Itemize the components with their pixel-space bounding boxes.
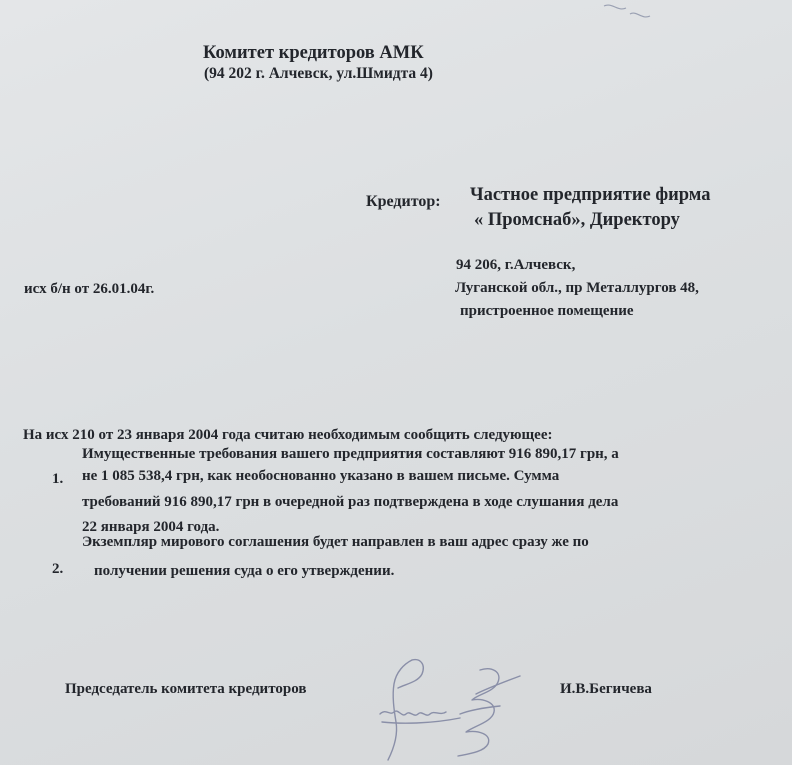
outgoing-reference: исх б/н от 26.01.04г.	[24, 281, 155, 297]
signatory-position: Председатель комитета кредиторов	[65, 681, 307, 697]
committee-title: Комитет кредиторов АМК	[203, 43, 424, 63]
item-1-line-4: 22 января 2004 года.	[82, 519, 220, 535]
letter-intro: На исх 210 от 23 января 2004 года считаю необходимым сообщить следующее:	[23, 427, 553, 443]
creditor-address-line-1: 94 206, г.Алчевск,	[456, 257, 576, 273]
item-2-line-2: получении решения суда о его утверждении.	[94, 563, 395, 579]
item-1-line-1: Имущественные требования вашего предприятия составляют 916 890,17 грн, а	[82, 446, 619, 462]
creditor-label: Кредитор:	[366, 193, 441, 210]
item-1-number: 1.	[52, 471, 64, 487]
creditor-address-line-2: Луганской обл., пр Металлургов 48,	[455, 280, 699, 296]
creditor-name-line-2: « Промснаб», Директору	[474, 210, 680, 230]
creditor-name-line-1: Частное предприятие фирма	[470, 185, 711, 205]
item-1-line-3: требований 916 890,17 грн в очередной раз подтверждена в ходе слушания дела	[82, 494, 619, 510]
corner-handwriting-mark	[600, 0, 660, 24]
item-2-line-1: Экземпляр мирового соглашения будет направлен в ваш адрес сразу же по	[82, 534, 589, 550]
item-2-number: 2.	[52, 561, 64, 577]
item-1-line-2: не 1 085 538,4 грн, как необоснованно указано в вашем письме. Сумма	[82, 468, 560, 484]
creditor-address-line-3: пристроенное помещение	[460, 303, 634, 319]
committee-address: (94 202 г. Алчевск, ул.Шмидта 4)	[204, 65, 433, 82]
handwritten-signature	[360, 652, 535, 765]
signatory-name: И.В.Бегичева	[560, 681, 652, 697]
